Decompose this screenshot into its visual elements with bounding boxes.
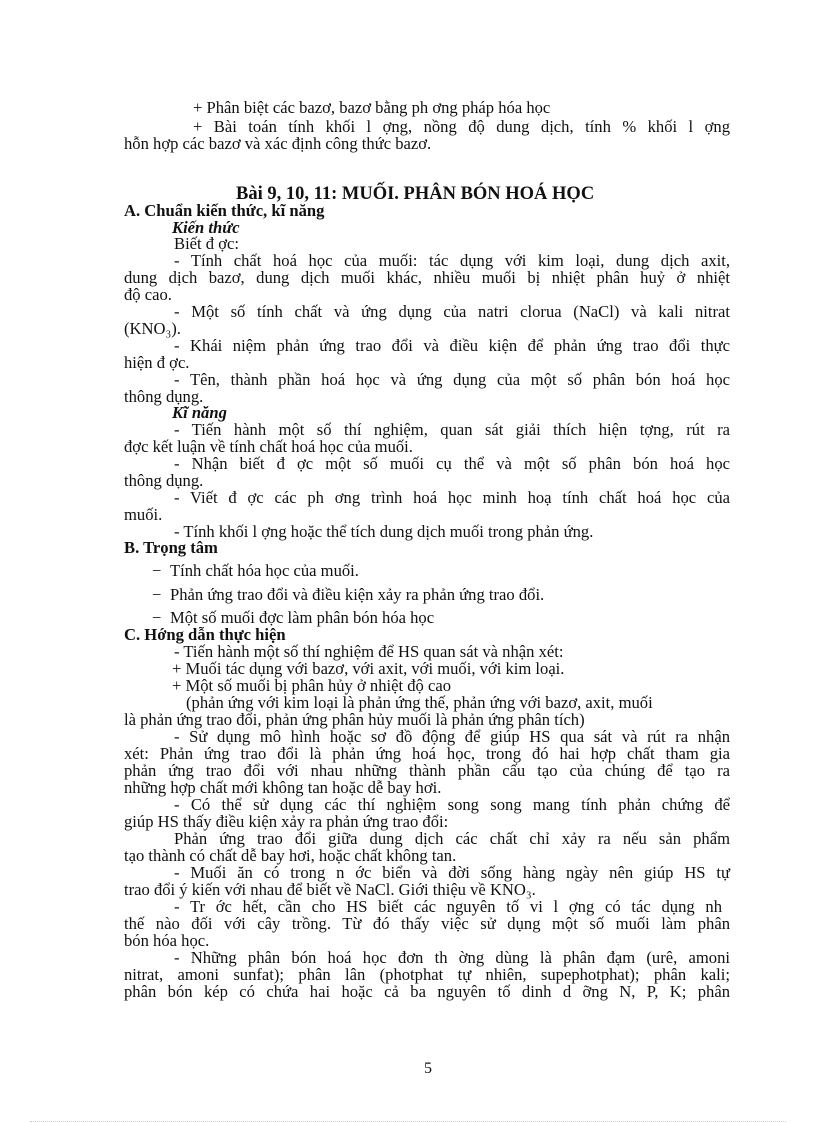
kt3-line-a: - Khái niệm phản ứng trao đổi và điều kiện để phản ứng trao đổi thực: [174, 336, 730, 355]
b-item-1: − Tính chất hóa học của muối.: [152, 561, 359, 580]
b-item-2: − Phản ứng trao đổi và điều kiện xảy ra phản ứng trao đổi.: [152, 585, 545, 604]
bullet-dash-icon: −: [152, 585, 162, 604]
top-line-1: + Phân biệt các bazơ, bazơ bằng ph ơng pháp hóa học: [193, 98, 551, 117]
biet-duoc: Biết đ ợc:: [174, 234, 239, 253]
c5-line-c: phản ứng trao đổi với nhau những thành phần cấu tạo của chúng để tạo ra: [124, 761, 730, 780]
c2-line: + Muối tác dụng với bazơ, với axit, với muối, với kim loại.: [172, 659, 565, 678]
page-bottom-divider: [30, 1121, 786, 1122]
section-c-heading: C. Hớng dẫn thực hiện: [124, 625, 286, 644]
kn1-line-a: - Tiến hành một số thí nghiệm, quan sát giải thích hiện tợng, rút ra: [174, 420, 730, 439]
section-a-heading: A. Chuẩn kiến thức, kĩ năng: [124, 201, 325, 220]
page-number: 5: [424, 1060, 432, 1077]
c4-line-b: là phản ứng trao đổi, phản ứng phân hủy muối là phản ứng phân tích): [124, 710, 585, 729]
top-line-3: hỗn hợp các bazơ và xác định công thức bazơ.: [124, 134, 432, 153]
c9-line-b: thế nào đối với cây trồng. Từ đó thấy việc sử dụng một số muối làm phân: [124, 914, 730, 933]
c10-line-b: nitrat, amoni sunfat); phân lân (photphat tự nhiên, supephotphat); phân kali;: [124, 965, 730, 984]
c7-line-b: tạo thành có chất dễ bay hơi, hoặc chất không tan.: [124, 846, 457, 865]
c10-line-c: phân bón kép có chứa hai hoặc cả ba nguyên tố dinh d ỡng N, P, K; phân: [124, 982, 730, 1001]
c7-line-a: Phản ứng trao đổi giữa dung dịch các chất chỉ xảy ra nếu sản phẩm: [174, 829, 730, 848]
ki-nang-heading: Kĩ năng: [172, 403, 227, 422]
kn1-line-b: đợc kết luận về tính chất hoá học của muối.: [124, 437, 413, 456]
c9-line-c: bón hóa học.: [124, 931, 210, 950]
kt4-line-b: thông dụng.: [124, 387, 204, 406]
c5-line-b: xét: Phản ứng trao đổi là phản ứng hoá học, trong đó hai hợp chất tham gia: [124, 744, 730, 763]
c6-line-b: giúp HS thấy điều kiện xảy ra phản ứng trao đổi:: [124, 812, 449, 831]
c9-line-a: - Tr ớc hết, cần cho HS biết các nguyên tố vi l ợng có tác dụng nh: [174, 897, 722, 916]
kn2-line-b: thông dụng.: [124, 471, 204, 490]
kien-thuc-heading: Kiến thức: [172, 218, 240, 237]
c6-line-a: - Có thể sử dụng các thí nghiệm song song mang tính phản chứng để: [174, 795, 730, 814]
c8-line-a: - Muối ăn có trong n ớc biển và đời sống hàng ngày nên giúp HS tự: [174, 863, 730, 882]
kt2-line-b: (KNO₃).: [124, 319, 181, 338]
kn4-line: - Tính khối l ợng hoặc thể tích dung dịch muối trong phản ứng.: [174, 522, 594, 541]
kt4-line-a: - Tên, thành phần hoá học và ứng dụng của một số phân bón hoá học: [174, 370, 730, 389]
c5-line-d: những hợp chất mới không tan hoặc dễ bay hơi.: [124, 778, 442, 797]
c1-line: - Tiến hành một số thí nghiệm để HS quan sát và nhận xét:: [174, 642, 564, 661]
b-item-3: − Một số muối đợc làm phân bón hóa học: [152, 608, 435, 627]
section-b-heading: B. Trọng tâm: [124, 538, 218, 557]
kt3-line-b: hiện đ ợc.: [124, 353, 190, 372]
kt1-line-a: - Tính chất hoá học của muối: tác dụng với kim loại, dung dịch axit,: [174, 251, 730, 270]
kt1-line-b: dung dịch bazơ, dung dịch muối khác, nhiều muối bị nhiệt phân huỷ ở nhiệt: [124, 268, 730, 287]
bullet-dash-icon: −: [152, 608, 162, 627]
bullet-dash-icon: −: [152, 561, 162, 580]
c5-line-a: - Sử dụng mô hình hoặc sơ đồ động để giúp HS qua sát và rút ra nhận: [174, 727, 730, 746]
kn2-line-a: - Nhận biết đ ợc một số muối cụ thể và một số phân bón hoá học: [174, 454, 730, 473]
kn3-line-a: - Viết đ ợc các ph ơng trình hoá học minh hoạ tính chất hoá học của: [174, 488, 730, 507]
c10-line-a: - Những phân bón hoá học đơn th ờng dùng là phân đạm (urê, amoni: [174, 948, 730, 967]
kt1-line-c: độ cao.: [124, 285, 172, 304]
kn3-line-b: muối.: [124, 505, 163, 524]
kt2-line-a: - Một số tính chất và ứng dụng của natri clorua (NaCl) và kali nitrat: [174, 302, 730, 321]
c8-line-b: trao đổi ý kiến với nhau để biết về NaCl. Giới thiệu về KNO₃.: [124, 880, 536, 899]
c4-line-a: (phản ứng với kim loại là phản ứng thế, phản ứng với bazơ, axit, muối: [186, 693, 653, 712]
c3-line: + Một số muối bị phân hủy ở nhiệt độ cao: [172, 676, 451, 695]
lesson-title: Bài 9, 10, 11: MUỐI. PHÂN BÓN HOÁ HỌC: [236, 184, 595, 204]
top-line-2: + Bài toán tính khối l ợng, nồng độ dung dịch, tính % khối l ợng: [193, 117, 730, 136]
